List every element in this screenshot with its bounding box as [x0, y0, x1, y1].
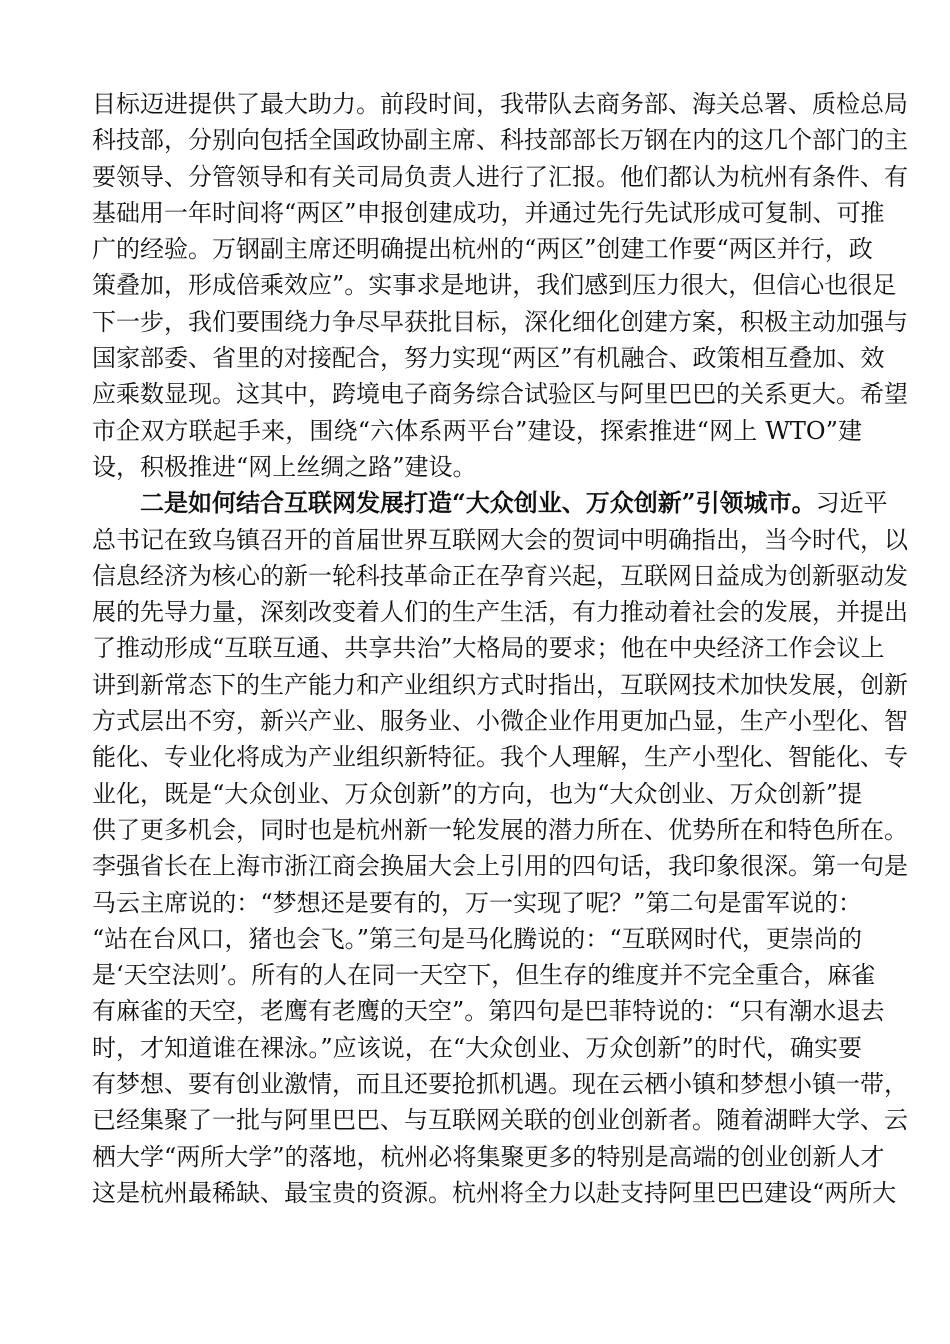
text-line: 目标迈进提供了最大助力。前段时间，我带队去商务部、海关总署、质检总局 — [92, 90, 908, 118]
paragraph-2-first-line — [92, 485, 888, 521]
text-line: 应乘数显现。这其中，跨境电子商务综合试验区与阿里巴巴的关系更大。希望 — [92, 380, 908, 409]
text-line: 有梦想、要有创业激情，而且还要抢抓机遇。现在云栖小镇和梦想小镇一带， — [92, 1070, 908, 1099]
heading-trailing-text: 习近平 — [815, 489, 888, 518]
text-line: 时，才知道谁在裸泳。”应该说，在“大众创业、万众创新”的时代，确实要 — [92, 1033, 862, 1062]
text-line: 下一步，我们要围绕力争尽早获批目标，深化细化创建方案，积极主动加强与 — [92, 307, 908, 336]
text-line: 基础用一年时间将“两区”申报创建成功，并通过先行先试形成可复制、可推 — [92, 198, 885, 227]
text-line: 能化、专业化将成为产业组织新特征。我个人理解，生产小型化、智能化、专 — [92, 743, 908, 772]
text-line: 国家部委、省里的对接配合，努力实现“两区”有机融合、政策相互叠加、效 — [92, 344, 885, 373]
text-line: 要领导、分管领导和有关司局负责人进行了汇报。他们都认为杭州有条件、有 — [92, 162, 908, 191]
text-line: 讲到新常态下的生产能力和产业组织方式时指出，互联网技术加快发展，创新 — [92, 670, 908, 699]
text-line: 科技部，分别向包括全国政协副主席、科技部部长万钢在内的这几个部门的主 — [92, 126, 908, 155]
text-line: 展的先导力量，深刻改变着人们的生产生活，有力推动着社会的发展，并提出 — [92, 598, 908, 627]
text-line: 是‘天空法则’。所有的人在同一天空下，但生存的维度并不完全重合，麻雀 — [92, 961, 876, 990]
section-heading: 二是如何结合互联网发展打造“大众创业、万众创新”引领城市。 — [140, 488, 816, 518]
text-line: 李强省长在上海市浙江商会换届大会上引用的四句话，我印象很深。第一句是 — [92, 852, 908, 881]
paragraph-1 — [92, 86, 908, 485]
text-line: 供了更多机会，同时也是杭州新一轮发展的潜力所在、优势所在和特色所在。 — [92, 815, 908, 844]
text-line: 市企双方联起手来，围绕“六体系两平台”建设，探索推进“网上 WTO”建 — [92, 416, 862, 445]
text-line: 已经集聚了一批与阿里巴巴、与互联网关联的创业创新者。随着湖畔大学、云 — [92, 1106, 908, 1135]
text-line: 策叠加，形成倍乘效应”。实事求是地讲，我们感到压力很大，但信心也很足 — [92, 271, 897, 300]
text-line: 总书记在致乌镇召开的首届世界互联网大会的贺词中明确指出，当今时代，以 — [92, 525, 908, 554]
text-line: 信息经济为核心的新一轮科技革命正在孕育兴起，互联网日益成为创新驱动发 — [92, 561, 908, 590]
body-text — [92, 86, 908, 1211]
text-line: 有麻雀的天空，老鹰有老鹰的天空”。第四句是巴菲特说的：“只有潮水退去 — [92, 997, 885, 1026]
text-line: 方式层出不穷，新兴产业、服务业、小微企业作用更加凸显，生产小型化、智 — [92, 707, 908, 736]
text-line: “站在台风口，猪也会飞。”第三句是马化腾说的：“互联网时代，更崇尚的 — [92, 924, 862, 953]
text-line: 马云主席说的：“梦想还是要有的，万一实现了呢？”第二句是雷军说的： — [92, 888, 862, 917]
text-line: 设，积极推进“网上丝绸之路”建设。 — [92, 452, 477, 481]
text-line: 业化，既是“大众创业、万众创新”的方向，也为“大众创业、万众创新”提 — [92, 779, 862, 808]
text-line: 了推动形成“互联互通、共享共治”大格局的要求；他在中央经济工作会议上 — [92, 634, 885, 663]
paragraph-2 — [92, 485, 908, 1211]
text-line: 栖大学“两所大学”的落地，杭州必将集聚更多的特别是高端的创业创新人才 — [92, 1142, 885, 1171]
text-line: 广的经验。万钢副主席还明确提出杭州的“两区”创建工作要“两区并行，政 — [92, 235, 873, 264]
text-line: 这是杭州最稀缺、最宝贵的资源。杭州将全力以赴支持阿里巴巴建设“两所大 — [92, 1178, 897, 1207]
